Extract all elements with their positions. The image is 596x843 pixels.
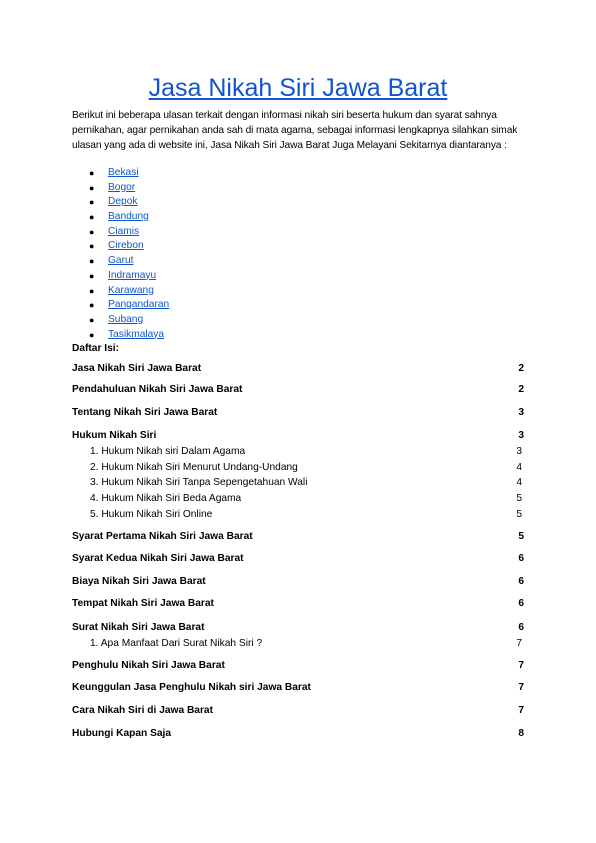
intro-paragraph: Berikut ini beberapa ulasan terkait dengan informasi nikah siri beserta hukum dan syarat sahnya pernikahan, agar pernikahan anda sah di mata agama, sebagai informasi lengkapnya silahkan simak ulasan yang ada di website ini, Jasa Nikah Siri Jawa Barat Juga Melayani Sekitarnya diantaranya : bbox=[72, 110, 518, 151]
toc-subentry[interactable] bbox=[90, 492, 524, 506]
region-link[interactable]: Pangandaran bbox=[108, 299, 170, 311]
toc-entry-title: Syarat Pertama Nikah Siri Jawa Barat bbox=[72, 531, 253, 542]
region-link[interactable]: Tasikmalaya bbox=[108, 328, 165, 340]
toc-page-number: 6 bbox=[518, 598, 524, 609]
toc-page-number: 3 bbox=[518, 430, 524, 441]
toc-entry-title: 5. Hukum Nikah Siri Online bbox=[90, 509, 213, 520]
toc-entry[interactable] bbox=[72, 383, 524, 397]
toc-entry[interactable] bbox=[72, 621, 524, 635]
toc-page-number: 3 bbox=[516, 446, 522, 457]
region-link[interactable]: Garut bbox=[108, 255, 134, 267]
bullet-icon: ● bbox=[89, 226, 95, 237]
toc-entry-title: Hukum Nikah Siri bbox=[72, 430, 157, 441]
toc-entry-title: 3. Hukum Nikah Siri Tanpa Sepengetahuan Wali bbox=[90, 477, 308, 488]
region-link[interactable]: Cirebon bbox=[108, 240, 144, 252]
toc-entry[interactable] bbox=[72, 362, 524, 376]
bullet-icon: ● bbox=[89, 182, 95, 193]
toc-page-number: 7 bbox=[518, 682, 524, 693]
region-link[interactable]: Karawang bbox=[108, 284, 154, 296]
toc-entry[interactable] bbox=[72, 429, 524, 443]
toc-entry[interactable] bbox=[72, 575, 524, 589]
toc-subentry[interactable] bbox=[90, 476, 524, 490]
toc-entry[interactable] bbox=[72, 727, 524, 741]
toc-page-number: 2 bbox=[518, 384, 524, 395]
region-link[interactable]: Ciamis bbox=[108, 225, 140, 237]
toc-page-number: 5 bbox=[516, 509, 522, 520]
toc-entry-title: Syarat Kedua Nikah Siri Jawa Barat bbox=[72, 553, 244, 564]
toc-page-number: 8 bbox=[518, 728, 524, 739]
toc-page-number: 7 bbox=[518, 660, 524, 671]
toc-page-number: 5 bbox=[516, 493, 522, 504]
toc-entry-title: 4. Hukum Nikah Siri Beda Agama bbox=[90, 493, 242, 504]
bullet-icon: ● bbox=[89, 270, 95, 281]
bullet-icon: ● bbox=[89, 212, 95, 223]
toc-subentry[interactable] bbox=[90, 508, 524, 522]
toc-entry-title: Tentang Nikah Siri Jawa Barat bbox=[72, 407, 218, 418]
toc-entry-title: Tempat Nikah Siri Jawa Barat bbox=[72, 598, 214, 609]
toc-entry[interactable] bbox=[72, 681, 524, 695]
toc-entry-title: Penghulu Nikah Siri Jawa Barat bbox=[72, 660, 225, 671]
toc-heading: Daftar Isi: bbox=[72, 343, 119, 354]
bullet-icon: ● bbox=[89, 168, 95, 178]
toc-page-number: 2 bbox=[518, 363, 524, 374]
toc-page-number: 6 bbox=[518, 576, 524, 587]
toc-page-number: 5 bbox=[518, 531, 524, 542]
bullet-icon: ● bbox=[89, 285, 95, 296]
toc-entry-title: 1. Apa Manfaat Dari Surat Nikah Siri ? bbox=[90, 638, 263, 649]
toc-entry[interactable] bbox=[72, 552, 524, 566]
bullet-icon: ● bbox=[89, 197, 95, 208]
toc-entry-title: Jasa Nikah Siri Jawa Barat bbox=[72, 363, 202, 374]
region-link[interactable]: Indramayu bbox=[108, 269, 157, 281]
toc-entry[interactable] bbox=[72, 659, 524, 673]
toc-entry-title: 1. Hukum Nikah siri Dalam Agama bbox=[90, 446, 246, 457]
bullet-icon: ● bbox=[89, 329, 95, 340]
toc-subentry[interactable] bbox=[90, 461, 524, 475]
region-link[interactable]: Bandung bbox=[108, 211, 149, 223]
toc-page-number: 3 bbox=[518, 407, 524, 418]
toc-entry-title: Keunggulan Jasa Penghulu Nikah siri Jawa Barat bbox=[72, 682, 311, 693]
toc-page-number: 4 bbox=[516, 477, 522, 488]
toc-page-number: 6 bbox=[518, 553, 524, 564]
toc-subentry[interactable] bbox=[90, 445, 524, 459]
toc-subentry[interactable] bbox=[90, 637, 524, 651]
bullet-icon: ● bbox=[89, 314, 95, 325]
toc-entry-title: Cara Nikah Siri di Jawa Barat bbox=[72, 705, 213, 716]
region-link[interactable]: Depok bbox=[108, 196, 138, 208]
toc-page-number: 4 bbox=[516, 462, 522, 473]
toc-entry-title: Pendahuluan Nikah Siri Jawa Barat bbox=[72, 384, 243, 395]
toc-page-number: 7 bbox=[516, 638, 522, 649]
bullet-icon: ● bbox=[89, 256, 95, 267]
toc-entry[interactable] bbox=[72, 406, 524, 420]
region-link[interactable]: Bekasi bbox=[108, 167, 139, 178]
toc-entry-title: Biaya Nikah Siri Jawa Barat bbox=[72, 576, 206, 587]
bullet-icon: ● bbox=[89, 241, 95, 252]
bullet-icon: ● bbox=[89, 300, 95, 311]
toc-page-number: 7 bbox=[518, 705, 524, 716]
toc-entry[interactable] bbox=[72, 704, 524, 718]
toc-entry-title: 2. Hukum Nikah Siri Menurut Undang-Undang bbox=[90, 462, 298, 473]
region-link[interactable]: Bogor bbox=[108, 181, 136, 193]
toc-entry-title: Surat Nikah Siri Jawa Barat bbox=[72, 622, 205, 633]
toc-page-number: 6 bbox=[518, 622, 524, 633]
page-title[interactable]: Jasa Nikah Siri Jawa Barat bbox=[148, 74, 448, 102]
toc-entry[interactable] bbox=[72, 597, 524, 611]
toc-entry[interactable] bbox=[72, 530, 524, 544]
toc-entry-title: Hubungi Kapan Saja bbox=[72, 728, 172, 739]
region-link[interactable]: Subang bbox=[108, 313, 144, 325]
